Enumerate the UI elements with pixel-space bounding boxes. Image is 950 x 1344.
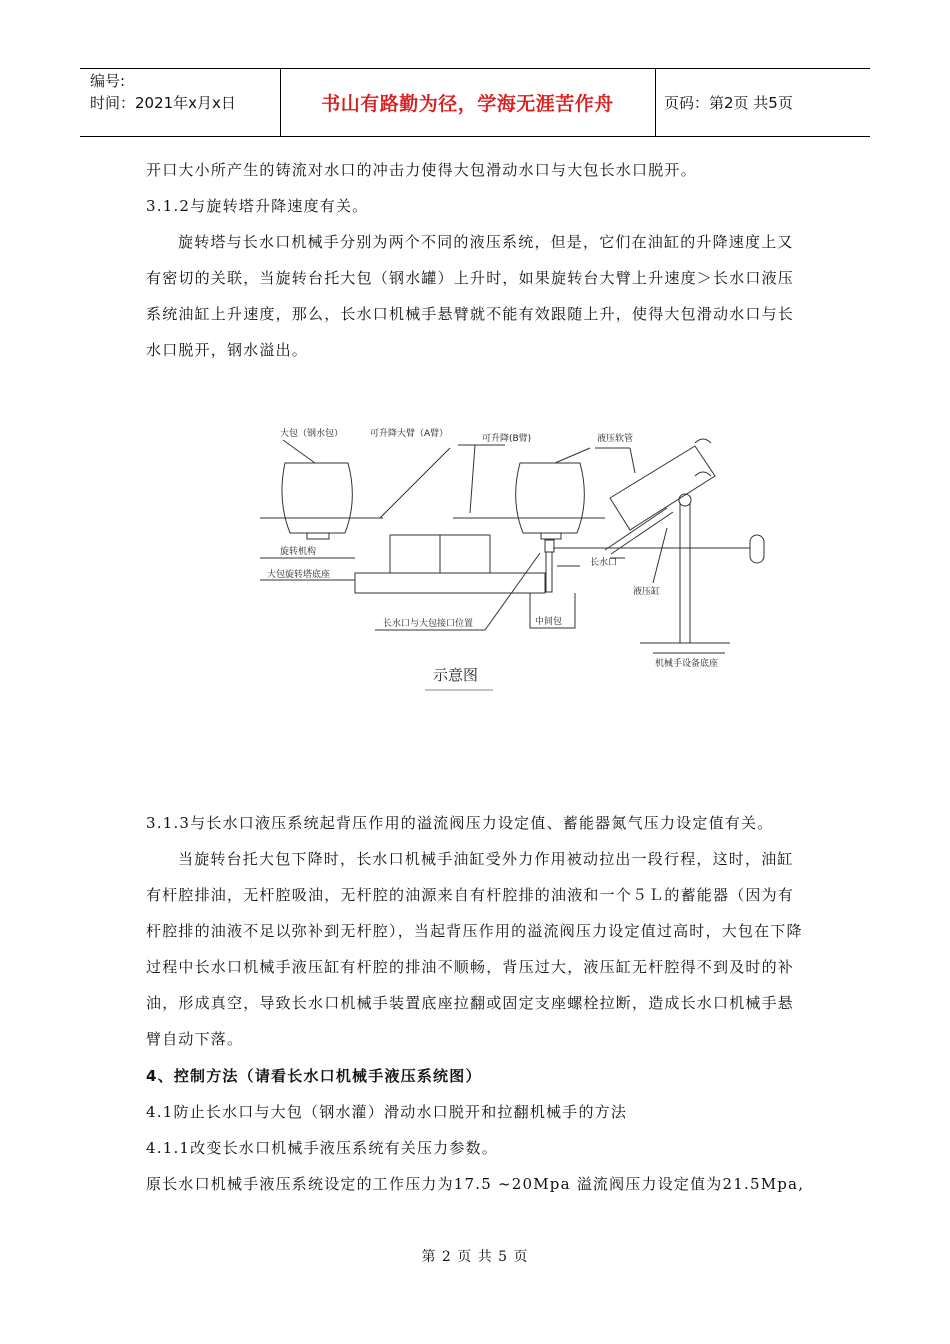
label-arm-a: 可升降大臂（A臂） (370, 429, 449, 439)
shroud-top (545, 540, 554, 552)
hose-curve-bottom (695, 472, 711, 476)
header-bottom-rule (80, 136, 870, 137)
header-divider-right (655, 68, 656, 136)
cylinder-rod (605, 508, 667, 550)
header-motto: 书山有路勤为径，学海无涯苦作舟 (321, 93, 614, 115)
diagram-caption: 示意图 (433, 666, 479, 684)
hose-curve-top (695, 439, 711, 443)
ladle-right-nozzle (541, 533, 561, 539)
label-hose: 液压软管 (597, 434, 634, 444)
section-heading-4: 4、控制方法（请看长水口机械手液压系统图） (146, 1067, 482, 1085)
label-turret-base: 大包旋转塔底座 (267, 570, 331, 580)
section-heading-4-1-1: 4.1.1改变长水口机械手液压系统有关压力参数。 (146, 1139, 498, 1157)
handwheel (750, 535, 764, 563)
label-shroud: 长水口 (590, 558, 618, 568)
label-rotating-mechanism: 旋转机构 (280, 547, 317, 557)
paragraph-9: 原长水口机械手液压系统设定的工作压力为17.5 ~20Mpa 溢流阀压力设定值为21.5Mpa, (146, 1175, 805, 1193)
paragraph-5: 当旋转台托大包下降时，长水口机械手油缸受外力作用被动拉出一段行程，这时，油缸有杆腔排油，无杆腔吸油，无杆腔的油源来自有杆腔排的油液和一个５Ｌ的蓄能器（因为有杆腔排的油液不足以弥补到无杆腔），当起背压作用的溢流阀压力设定值过高时，大包在下降过程中长水口机械手液压缸有杆腔的排油不顺畅，背压过大，液压缸无杆腔得不到及时的补油，形成真空，导致长水口机械手装置底座拉翻或固定支座螺栓拉断，造成长水口机械手悬臂自动下落。 (146, 850, 803, 1048)
label-manipulator-base: 机械手设备底座 (655, 659, 719, 669)
label-tundish: 中间包 (535, 617, 563, 627)
document-time-label: 时间：2021年x月x日 (90, 94, 236, 112)
document-number-label: 编号: (90, 72, 126, 90)
label-connection: 长水口与大包接口位置 (383, 619, 474, 629)
turret-base (355, 573, 545, 593)
arm-a-diagonal (380, 448, 450, 518)
label-ladle: 大包（钢水包） (280, 429, 344, 439)
ladle-left-shape (282, 463, 352, 533)
shroud-tube (546, 552, 552, 592)
page-footer: 第 2 页 共 5 页 (421, 1249, 529, 1265)
arm-housing (610, 446, 715, 530)
label-arm-b: 可升降(B臂) (482, 434, 532, 444)
header-meta (90, 70, 236, 114)
ladle-right-shape (516, 463, 585, 533)
header-page-code: 页码：第2页 共5页 (664, 94, 793, 112)
schematic-diagram (255, 418, 795, 693)
header-top-rule (80, 68, 870, 69)
paragraph-1: 开口大小所产生的铸流对水口的冲击力使得大包滑动水口与大包长水口脱开。 (146, 161, 697, 179)
paragraph-3: 旋转塔与长水口机械手分别为两个不同的液压系统，但是，它们在油缸的升降速度上又有密切的关联，当旋转台托大包（钢水罐）上升时，如果旋转台大臂上升速度＞长水口液压系统油缸上升速度，那么，长水口机械手悬臂就不能有效跟随上升，使得大包滑动水口与长水口脱开，钢水溢出。 (146, 233, 795, 359)
section-heading-3-1-3: 3.1.3与长水口液压系统起背压作用的溢流阀压力设定值、蓄能器氮气压力设定值有关。 (146, 814, 774, 832)
section-heading-3-1-2: 3.1.2与旋转塔升降速度有关。 (146, 197, 369, 215)
column-pivot (679, 494, 691, 506)
section-heading-4-1: 4.1防止长水口与大包（钢水灌）滑动水口脱开和拉翻机械手的方法 (146, 1103, 628, 1121)
ladle-left-nozzle (307, 533, 329, 539)
label-cylinder: 液压缸 (633, 587, 661, 597)
